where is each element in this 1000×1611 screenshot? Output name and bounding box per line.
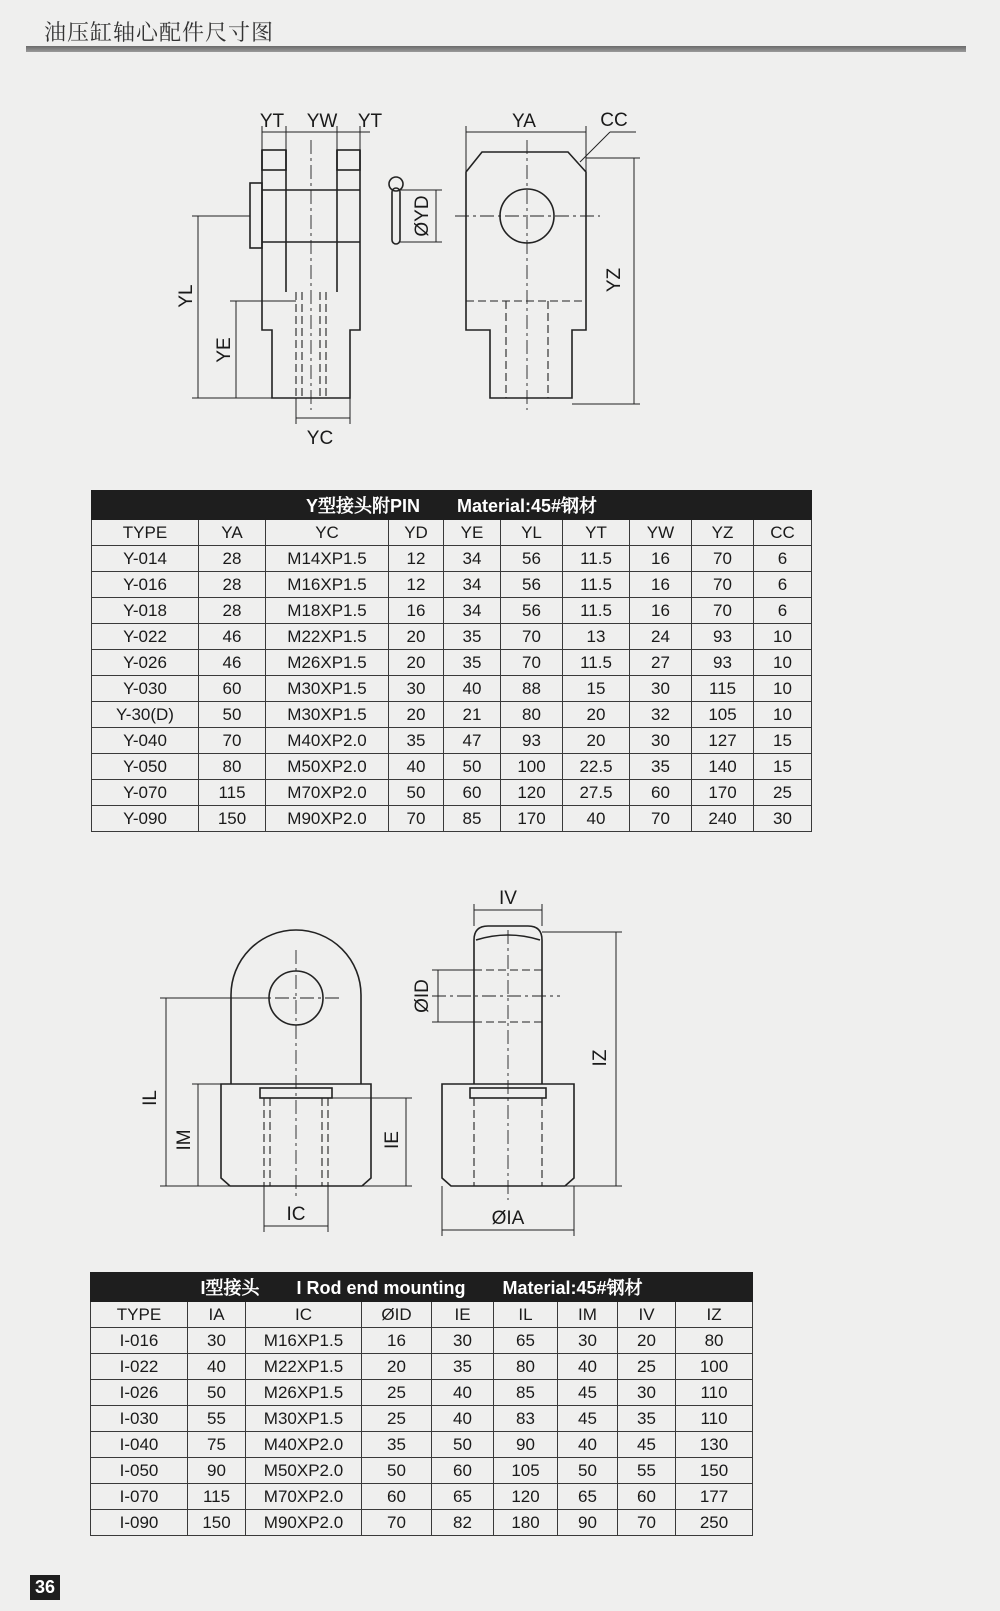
y-table-cell: M70XP2.0 bbox=[266, 780, 389, 806]
i-table-header-cell: IA bbox=[188, 1302, 246, 1328]
y-table-cell: 22.5 bbox=[563, 754, 630, 780]
y-table-cell: 70 bbox=[501, 624, 563, 650]
y-table-title-material: Material:45#钢材 bbox=[457, 496, 598, 516]
y-table-row bbox=[92, 780, 812, 806]
y-table-cell: Y-022 bbox=[92, 624, 199, 650]
y-table-cell: 70 bbox=[630, 806, 692, 832]
i-table-cell: I-090 bbox=[91, 1510, 188, 1536]
y-table-cell: M16XP1.5 bbox=[266, 572, 389, 598]
y-table-cell: 170 bbox=[692, 780, 754, 806]
y-table-cell: 34 bbox=[444, 598, 501, 624]
y-table-cell: Y-070 bbox=[92, 780, 199, 806]
y-table-cell: Y-090 bbox=[92, 806, 199, 832]
y-split-pin bbox=[392, 188, 400, 244]
y-table-row bbox=[92, 676, 812, 702]
i-table-row bbox=[91, 1380, 753, 1406]
y-table-header-cell: YW bbox=[630, 520, 692, 546]
iz-label: IZ bbox=[590, 1049, 611, 1067]
y-table-cell: M26XP1.5 bbox=[266, 650, 389, 676]
i-table-cell: 35 bbox=[618, 1406, 676, 1432]
y-table-header-cell: YL bbox=[501, 520, 563, 546]
y-table-cell: M30XP1.5 bbox=[266, 702, 389, 728]
y-table-cell: 46 bbox=[199, 624, 266, 650]
y-table-cell: 46 bbox=[199, 650, 266, 676]
y-table-cell: 20 bbox=[389, 650, 444, 676]
i-table-cell: I-026 bbox=[91, 1380, 188, 1406]
i-table-cell: 65 bbox=[494, 1328, 558, 1354]
i-table-header-cell: IC bbox=[246, 1302, 362, 1328]
y-right-ear-top bbox=[337, 150, 360, 170]
i-table-cell: 80 bbox=[676, 1328, 753, 1354]
y-table-cell: Y-026 bbox=[92, 650, 199, 676]
i-table-cell: 30 bbox=[618, 1380, 676, 1406]
yt-right-label: YT bbox=[357, 111, 383, 132]
i-table-cell: 110 bbox=[676, 1380, 753, 1406]
i-table-cell: 30 bbox=[188, 1328, 246, 1354]
i-table-cell: 30 bbox=[558, 1328, 618, 1354]
y-table-cell: 12 bbox=[389, 546, 444, 572]
i-table-cell: 45 bbox=[618, 1432, 676, 1458]
y-table-row bbox=[92, 598, 812, 624]
i-table-cell: 60 bbox=[432, 1458, 494, 1484]
y-clevis-drawing-svg bbox=[0, 60, 1000, 460]
y-table-cell: M90XP2.0 bbox=[266, 806, 389, 832]
y-table-cell: 27 bbox=[630, 650, 692, 676]
i-table-cell: 60 bbox=[618, 1484, 676, 1510]
y-table-cell: 115 bbox=[199, 780, 266, 806]
y-table-cell: 30 bbox=[754, 806, 812, 832]
i-table-row bbox=[91, 1458, 753, 1484]
y-table-header-cell: YE bbox=[444, 520, 501, 546]
y-table-cell: Y-016 bbox=[92, 572, 199, 598]
i-table-cell: 110 bbox=[676, 1406, 753, 1432]
i-table-cell: 25 bbox=[362, 1406, 432, 1432]
y-table-cell: 21 bbox=[444, 702, 501, 728]
y-table-header-cell: YT bbox=[563, 520, 630, 546]
y-left-ear-top bbox=[262, 150, 286, 170]
y-table-cell: 20 bbox=[389, 624, 444, 650]
yz-label: YZ bbox=[604, 267, 625, 293]
y-table-cell: 127 bbox=[692, 728, 754, 754]
i-table-cell: 105 bbox=[494, 1458, 558, 1484]
y-table-cell: 47 bbox=[444, 728, 501, 754]
y-table-cell: 27.5 bbox=[563, 780, 630, 806]
i-table-cell: 50 bbox=[362, 1458, 432, 1484]
y-table-row bbox=[92, 702, 812, 728]
y-table-cell: 100 bbox=[501, 754, 563, 780]
y-table-cell: Y-30(D) bbox=[92, 702, 199, 728]
y-table-cell: 35 bbox=[444, 650, 501, 676]
ic-label: IC bbox=[286, 1204, 306, 1225]
i-table-cell: 16 bbox=[362, 1328, 432, 1354]
i-table-header-cell: IE bbox=[432, 1302, 494, 1328]
y-table-cell: 120 bbox=[501, 780, 563, 806]
y-table-title-row bbox=[92, 491, 812, 520]
i-table-cell: 70 bbox=[362, 1510, 432, 1536]
iv-label: IV bbox=[499, 888, 517, 909]
y-table-cell: 80 bbox=[501, 702, 563, 728]
y-table-cell: 16 bbox=[630, 546, 692, 572]
y-split-pin-ring bbox=[389, 177, 403, 191]
i-table-cell: 90 bbox=[188, 1458, 246, 1484]
ia-label: ØIA bbox=[491, 1208, 525, 1229]
y-table-cell: 30 bbox=[630, 676, 692, 702]
i-rod-end-drawing-svg bbox=[0, 880, 1000, 1240]
page-title: 油压缸轴心配件尺寸图 bbox=[44, 21, 275, 46]
i-table-cell: 177 bbox=[676, 1484, 753, 1510]
i-table-cell: 25 bbox=[362, 1380, 432, 1406]
y-table-cell: 11.5 bbox=[563, 546, 630, 572]
y-table-cell: 28 bbox=[199, 598, 266, 624]
y-table-cell: 15 bbox=[563, 676, 630, 702]
i-table-cell: 150 bbox=[188, 1510, 246, 1536]
y-table-cell: 10 bbox=[754, 624, 812, 650]
i-table-cell: 35 bbox=[432, 1354, 494, 1380]
y-table-cell: M50XP2.0 bbox=[266, 754, 389, 780]
i-table-row bbox=[91, 1406, 753, 1432]
i-table-cell: 130 bbox=[676, 1432, 753, 1458]
y-table-cell: M18XP1.5 bbox=[266, 598, 389, 624]
i-table-cell: I-022 bbox=[91, 1354, 188, 1380]
y-table-cell: 16 bbox=[630, 598, 692, 624]
y-table-cell: 10 bbox=[754, 676, 812, 702]
i-table-cell: 40 bbox=[188, 1354, 246, 1380]
y-table-cell: 93 bbox=[692, 650, 754, 676]
i-table-cell: I-050 bbox=[91, 1458, 188, 1484]
y-table-cell: 20 bbox=[389, 702, 444, 728]
y-table-cell: 115 bbox=[692, 676, 754, 702]
yt-left-label: YT bbox=[259, 111, 285, 132]
i-table-header-cell: IV bbox=[618, 1302, 676, 1328]
y-table-cell: 30 bbox=[630, 728, 692, 754]
i-table-row bbox=[91, 1510, 753, 1536]
y-table-cell: 16 bbox=[630, 572, 692, 598]
i-table-row bbox=[91, 1354, 753, 1380]
i-table-cell: 40 bbox=[558, 1432, 618, 1458]
i-table-header-row bbox=[91, 1302, 753, 1328]
y-table-header-cell: YC bbox=[266, 520, 389, 546]
y-table-cell: Y-018 bbox=[92, 598, 199, 624]
i-table-cell: 60 bbox=[362, 1484, 432, 1510]
y-table-cell: 93 bbox=[692, 624, 754, 650]
i-table-cell: 82 bbox=[432, 1510, 494, 1536]
y-table-row bbox=[92, 624, 812, 650]
y-table-header-cell: TYPE bbox=[92, 520, 199, 546]
y-table-cell: 150 bbox=[199, 806, 266, 832]
i-table-cell: 50 bbox=[558, 1458, 618, 1484]
y-table-row bbox=[92, 754, 812, 780]
cc-label: CC bbox=[600, 110, 628, 131]
y-table-cell: 32 bbox=[630, 702, 692, 728]
i-table-cell: 83 bbox=[494, 1406, 558, 1432]
y-table-cell: 16 bbox=[389, 598, 444, 624]
i-spec-table bbox=[90, 1272, 753, 1536]
y-table-cell: 70 bbox=[692, 598, 754, 624]
i-table-cell: 50 bbox=[188, 1380, 246, 1406]
i-table-cell: 25 bbox=[618, 1354, 676, 1380]
y-table-header-cell: YD bbox=[389, 520, 444, 546]
y-table-cell: 35 bbox=[389, 728, 444, 754]
y-table-cell: 240 bbox=[692, 806, 754, 832]
y-table-cell: 25 bbox=[754, 780, 812, 806]
i-table-row bbox=[91, 1432, 753, 1458]
y-table-cell: 40 bbox=[444, 676, 501, 702]
i-table-cell: 40 bbox=[558, 1354, 618, 1380]
i-table-cell: 20 bbox=[618, 1328, 676, 1354]
y-table-header-cell: CC bbox=[754, 520, 812, 546]
y-table-header-row bbox=[92, 520, 812, 546]
i-table-cell: 90 bbox=[558, 1510, 618, 1536]
i-table-cell: I-070 bbox=[91, 1484, 188, 1510]
y-table-cell: 35 bbox=[444, 624, 501, 650]
y-table-cell: M22XP1.5 bbox=[266, 624, 389, 650]
y-table-cell: 50 bbox=[444, 754, 501, 780]
i-table-cell: 65 bbox=[558, 1484, 618, 1510]
y-spec-table bbox=[91, 490, 812, 832]
i-table-cell: M22XP1.5 bbox=[246, 1354, 362, 1380]
i-table-cell: 100 bbox=[676, 1354, 753, 1380]
i-table-cell: 80 bbox=[494, 1354, 558, 1380]
i-table-cell: 55 bbox=[618, 1458, 676, 1484]
i-table-cell: 70 bbox=[618, 1510, 676, 1536]
y-table-cell: 6 bbox=[754, 598, 812, 624]
ya-label: YA bbox=[512, 111, 536, 132]
y-table-cell: 70 bbox=[389, 806, 444, 832]
y-table-cell: 40 bbox=[389, 754, 444, 780]
i-table-cell: I-016 bbox=[91, 1328, 188, 1354]
y-table-cell: 56 bbox=[501, 598, 563, 624]
y-table-title bbox=[92, 491, 812, 520]
y-table-cell: 28 bbox=[199, 572, 266, 598]
y-table-cell: Y-050 bbox=[92, 754, 199, 780]
y-table-row bbox=[92, 728, 812, 754]
i-table-cell: 150 bbox=[676, 1458, 753, 1484]
yl-label: YL bbox=[176, 284, 197, 308]
y-table-cell: 50 bbox=[389, 780, 444, 806]
y-table-cell: M14XP1.5 bbox=[266, 546, 389, 572]
y-table-cell: 140 bbox=[692, 754, 754, 780]
i-table-cell: M26XP1.5 bbox=[246, 1380, 362, 1406]
y-table-cell: Y-014 bbox=[92, 546, 199, 572]
yw-label: YW bbox=[306, 111, 338, 132]
i-table-cell: 35 bbox=[362, 1432, 432, 1458]
y-table-cell: 70 bbox=[692, 572, 754, 598]
y-table-cell: M40XP2.0 bbox=[266, 728, 389, 754]
i-table-cell: 20 bbox=[362, 1354, 432, 1380]
y-table-cell: 70 bbox=[501, 650, 563, 676]
i-table-cell: I-030 bbox=[91, 1406, 188, 1432]
i-table-header-cell: TYPE bbox=[91, 1302, 188, 1328]
i-table-cell: 30 bbox=[432, 1328, 494, 1354]
i-table-cell: 55 bbox=[188, 1406, 246, 1432]
i-table-cell: 115 bbox=[188, 1484, 246, 1510]
y-clevis-drawing bbox=[0, 60, 1000, 460]
y-table-cell: 20 bbox=[563, 728, 630, 754]
y-pin-head bbox=[250, 183, 262, 248]
y-table-cell: 15 bbox=[754, 754, 812, 780]
i-table-cell: I-040 bbox=[91, 1432, 188, 1458]
i-table-title bbox=[91, 1273, 753, 1302]
i-table-cell: 40 bbox=[432, 1406, 494, 1432]
y-table-cell: M30XP1.5 bbox=[266, 676, 389, 702]
id-label: ØID bbox=[412, 979, 433, 1013]
i-table-header-cell: ØID bbox=[362, 1302, 432, 1328]
y-table-cell: 11.5 bbox=[563, 650, 630, 676]
i-table-cell: M40XP2.0 bbox=[246, 1432, 362, 1458]
y-table-cell: 105 bbox=[692, 702, 754, 728]
i-table-cell: 120 bbox=[494, 1484, 558, 1510]
y-table-header-cell: YZ bbox=[692, 520, 754, 546]
y-table-cell: 10 bbox=[754, 702, 812, 728]
y-table-cell: 20 bbox=[563, 702, 630, 728]
i-table-header-cell: IM bbox=[558, 1302, 618, 1328]
i-rod-end-drawing bbox=[0, 880, 1000, 1240]
i-table-header-cell: IL bbox=[494, 1302, 558, 1328]
y-table-cell: 60 bbox=[444, 780, 501, 806]
i-table-cell: 180 bbox=[494, 1510, 558, 1536]
y-table-row bbox=[92, 572, 812, 598]
y-table-cell: 30 bbox=[389, 676, 444, 702]
y-table-row bbox=[92, 806, 812, 832]
i-table-title-name: I型接头 bbox=[200, 1278, 260, 1298]
i-table-cell: 250 bbox=[676, 1510, 753, 1536]
y-table-row bbox=[92, 650, 812, 676]
im-label: IM bbox=[174, 1129, 195, 1151]
y-table-cell: 40 bbox=[563, 806, 630, 832]
y-table-cell: Y-040 bbox=[92, 728, 199, 754]
yc-label: YC bbox=[306, 428, 334, 449]
i-table-cell: 40 bbox=[432, 1380, 494, 1406]
y-table-cell: 56 bbox=[501, 572, 563, 598]
y-table-cell: 6 bbox=[754, 546, 812, 572]
i-table-cell: M16XP1.5 bbox=[246, 1328, 362, 1354]
y-table-cell: 24 bbox=[630, 624, 692, 650]
yd-label: ØYD bbox=[412, 195, 433, 237]
i-table-cell: M50XP2.0 bbox=[246, 1458, 362, 1484]
y-table-cell: 85 bbox=[444, 806, 501, 832]
y-table-cell: 34 bbox=[444, 546, 501, 572]
i-table-cell: M70XP2.0 bbox=[246, 1484, 362, 1510]
y-table-cell: 15 bbox=[754, 728, 812, 754]
y-table-cell: Y-030 bbox=[92, 676, 199, 702]
y-table-cell: 70 bbox=[199, 728, 266, 754]
y-table-cell: 60 bbox=[199, 676, 266, 702]
ye-label: YE bbox=[214, 337, 235, 363]
i-table-title-row bbox=[91, 1273, 753, 1302]
y-table-cell: 60 bbox=[630, 780, 692, 806]
il-label: IL bbox=[140, 1090, 161, 1106]
y-table-cell: 10 bbox=[754, 650, 812, 676]
y-table-cell: 12 bbox=[389, 572, 444, 598]
i-table-row bbox=[91, 1484, 753, 1510]
y-table-cell: 70 bbox=[692, 546, 754, 572]
ie-label: IE bbox=[382, 1131, 403, 1149]
y-table-cell: 6 bbox=[754, 572, 812, 598]
i-table-cell: M30XP1.5 bbox=[246, 1406, 362, 1432]
y-table-title-name: Y型接头附PIN bbox=[305, 496, 420, 516]
page-header bbox=[0, 0, 1000, 60]
i-table-title-english: I Rod end mounting bbox=[296, 1278, 466, 1298]
i-table-cell: 50 bbox=[432, 1432, 494, 1458]
i-table-header-cell: IZ bbox=[676, 1302, 753, 1328]
y-table-cell: 50 bbox=[199, 702, 266, 728]
y-table-cell: 93 bbox=[501, 728, 563, 754]
y-table-cell: 11.5 bbox=[563, 572, 630, 598]
y-table-cell: 11.5 bbox=[563, 598, 630, 624]
y-table-row bbox=[92, 546, 812, 572]
header-rule bbox=[26, 46, 966, 52]
i-table-cell: 75 bbox=[188, 1432, 246, 1458]
i-table-row bbox=[91, 1328, 753, 1354]
i-table-cell: 45 bbox=[558, 1380, 618, 1406]
i-table-cell: 85 bbox=[494, 1380, 558, 1406]
page-number: 36 bbox=[30, 1575, 60, 1600]
y-table-cell: 170 bbox=[501, 806, 563, 832]
y-table-header-cell: YA bbox=[199, 520, 266, 546]
y-table-cell: 35 bbox=[630, 754, 692, 780]
y-table-cell: 34 bbox=[444, 572, 501, 598]
y-table-cell: 80 bbox=[199, 754, 266, 780]
i-table-cell: 65 bbox=[432, 1484, 494, 1510]
i-table-cell: 90 bbox=[494, 1432, 558, 1458]
y-table-cell: 28 bbox=[199, 546, 266, 572]
i-table-title-material: Material:45#钢材 bbox=[502, 1278, 643, 1298]
i-table-cell: 45 bbox=[558, 1406, 618, 1432]
y-table-cell: 56 bbox=[501, 546, 563, 572]
y-table-cell: 13 bbox=[563, 624, 630, 650]
y-table-cell: 88 bbox=[501, 676, 563, 702]
i-table-cell: M90XP2.0 bbox=[246, 1510, 362, 1536]
